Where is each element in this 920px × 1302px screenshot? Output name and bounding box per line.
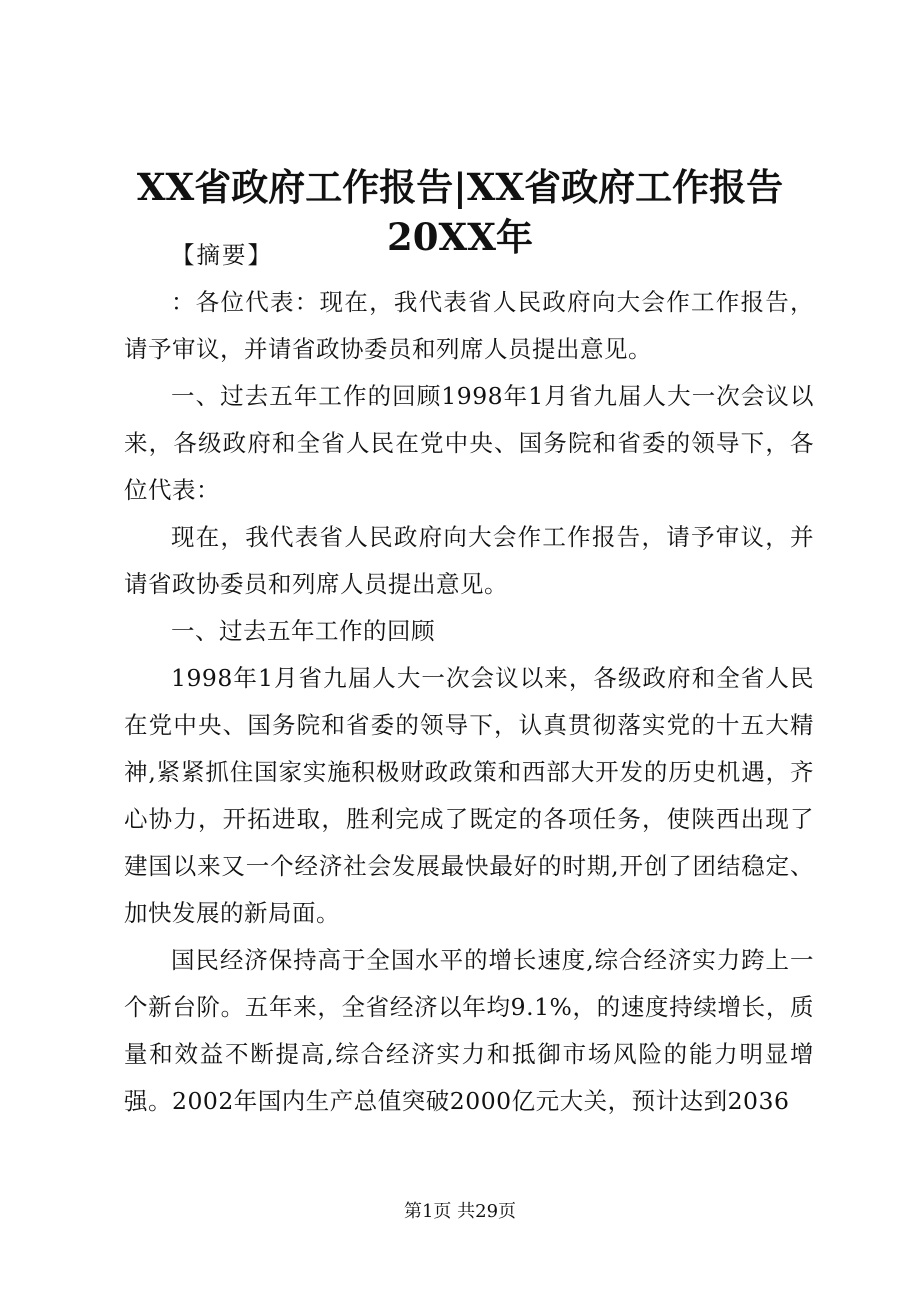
page-footer: 第1页 共29页 bbox=[403, 1201, 517, 1222]
document-body bbox=[124, 232, 814, 1125]
abstract-label: 【摘要】 bbox=[171, 241, 273, 269]
paragraph-4: 一、过去五年工作的回顾 bbox=[171, 617, 435, 645]
paragraph-2: 一、过去五年工作的回顾1998年1月省九届人大一次会议以来，各级政府和全省人民在党中央、国务院和省委的领导下，各位代表： bbox=[124, 382, 814, 504]
paragraph-5: 1998年1月省九届人大一次会议以来，各级政府和全省人民在党中央、国务院和省委的领导下，认真贯彻落实党的十五大精神,紧紧抓住国家实施积极财政政策和西部大开发的历史机遇，齐心协力，开拓进取，胜利完成了既定的各项任务，使陕西出现了建国以来又一个经济社会发展最快最好的时期,开创了团结稳定、加快发展的新局面。 bbox=[124, 664, 814, 927]
paragraph-3: 现在，我代表省人民政府向大会作工作报告，请予审议，并请省政协委员和列席人员提出意见。 bbox=[124, 523, 814, 598]
paragraph-1: ：各位代表：现在，我代表省人民政府向大会作工作报告，请予审议，并请省政协委员和列席人员提出意见。 bbox=[124, 288, 814, 363]
paragraph-6: 国民经济保持高于全国水平的增长速度,综合经济实力跨上一个新台阶。五年来，全省经济以年均9.1%，的速度持续增长，质量和效益不断提高,综合经济实力和抵御市场风险的能力明显增强。2002年国内生产总值突破2000亿元大关，预计达到2036 bbox=[124, 946, 814, 1115]
document-title: XX省政府工作报告|XX省政府工作报告20XX年 bbox=[136, 165, 784, 259]
